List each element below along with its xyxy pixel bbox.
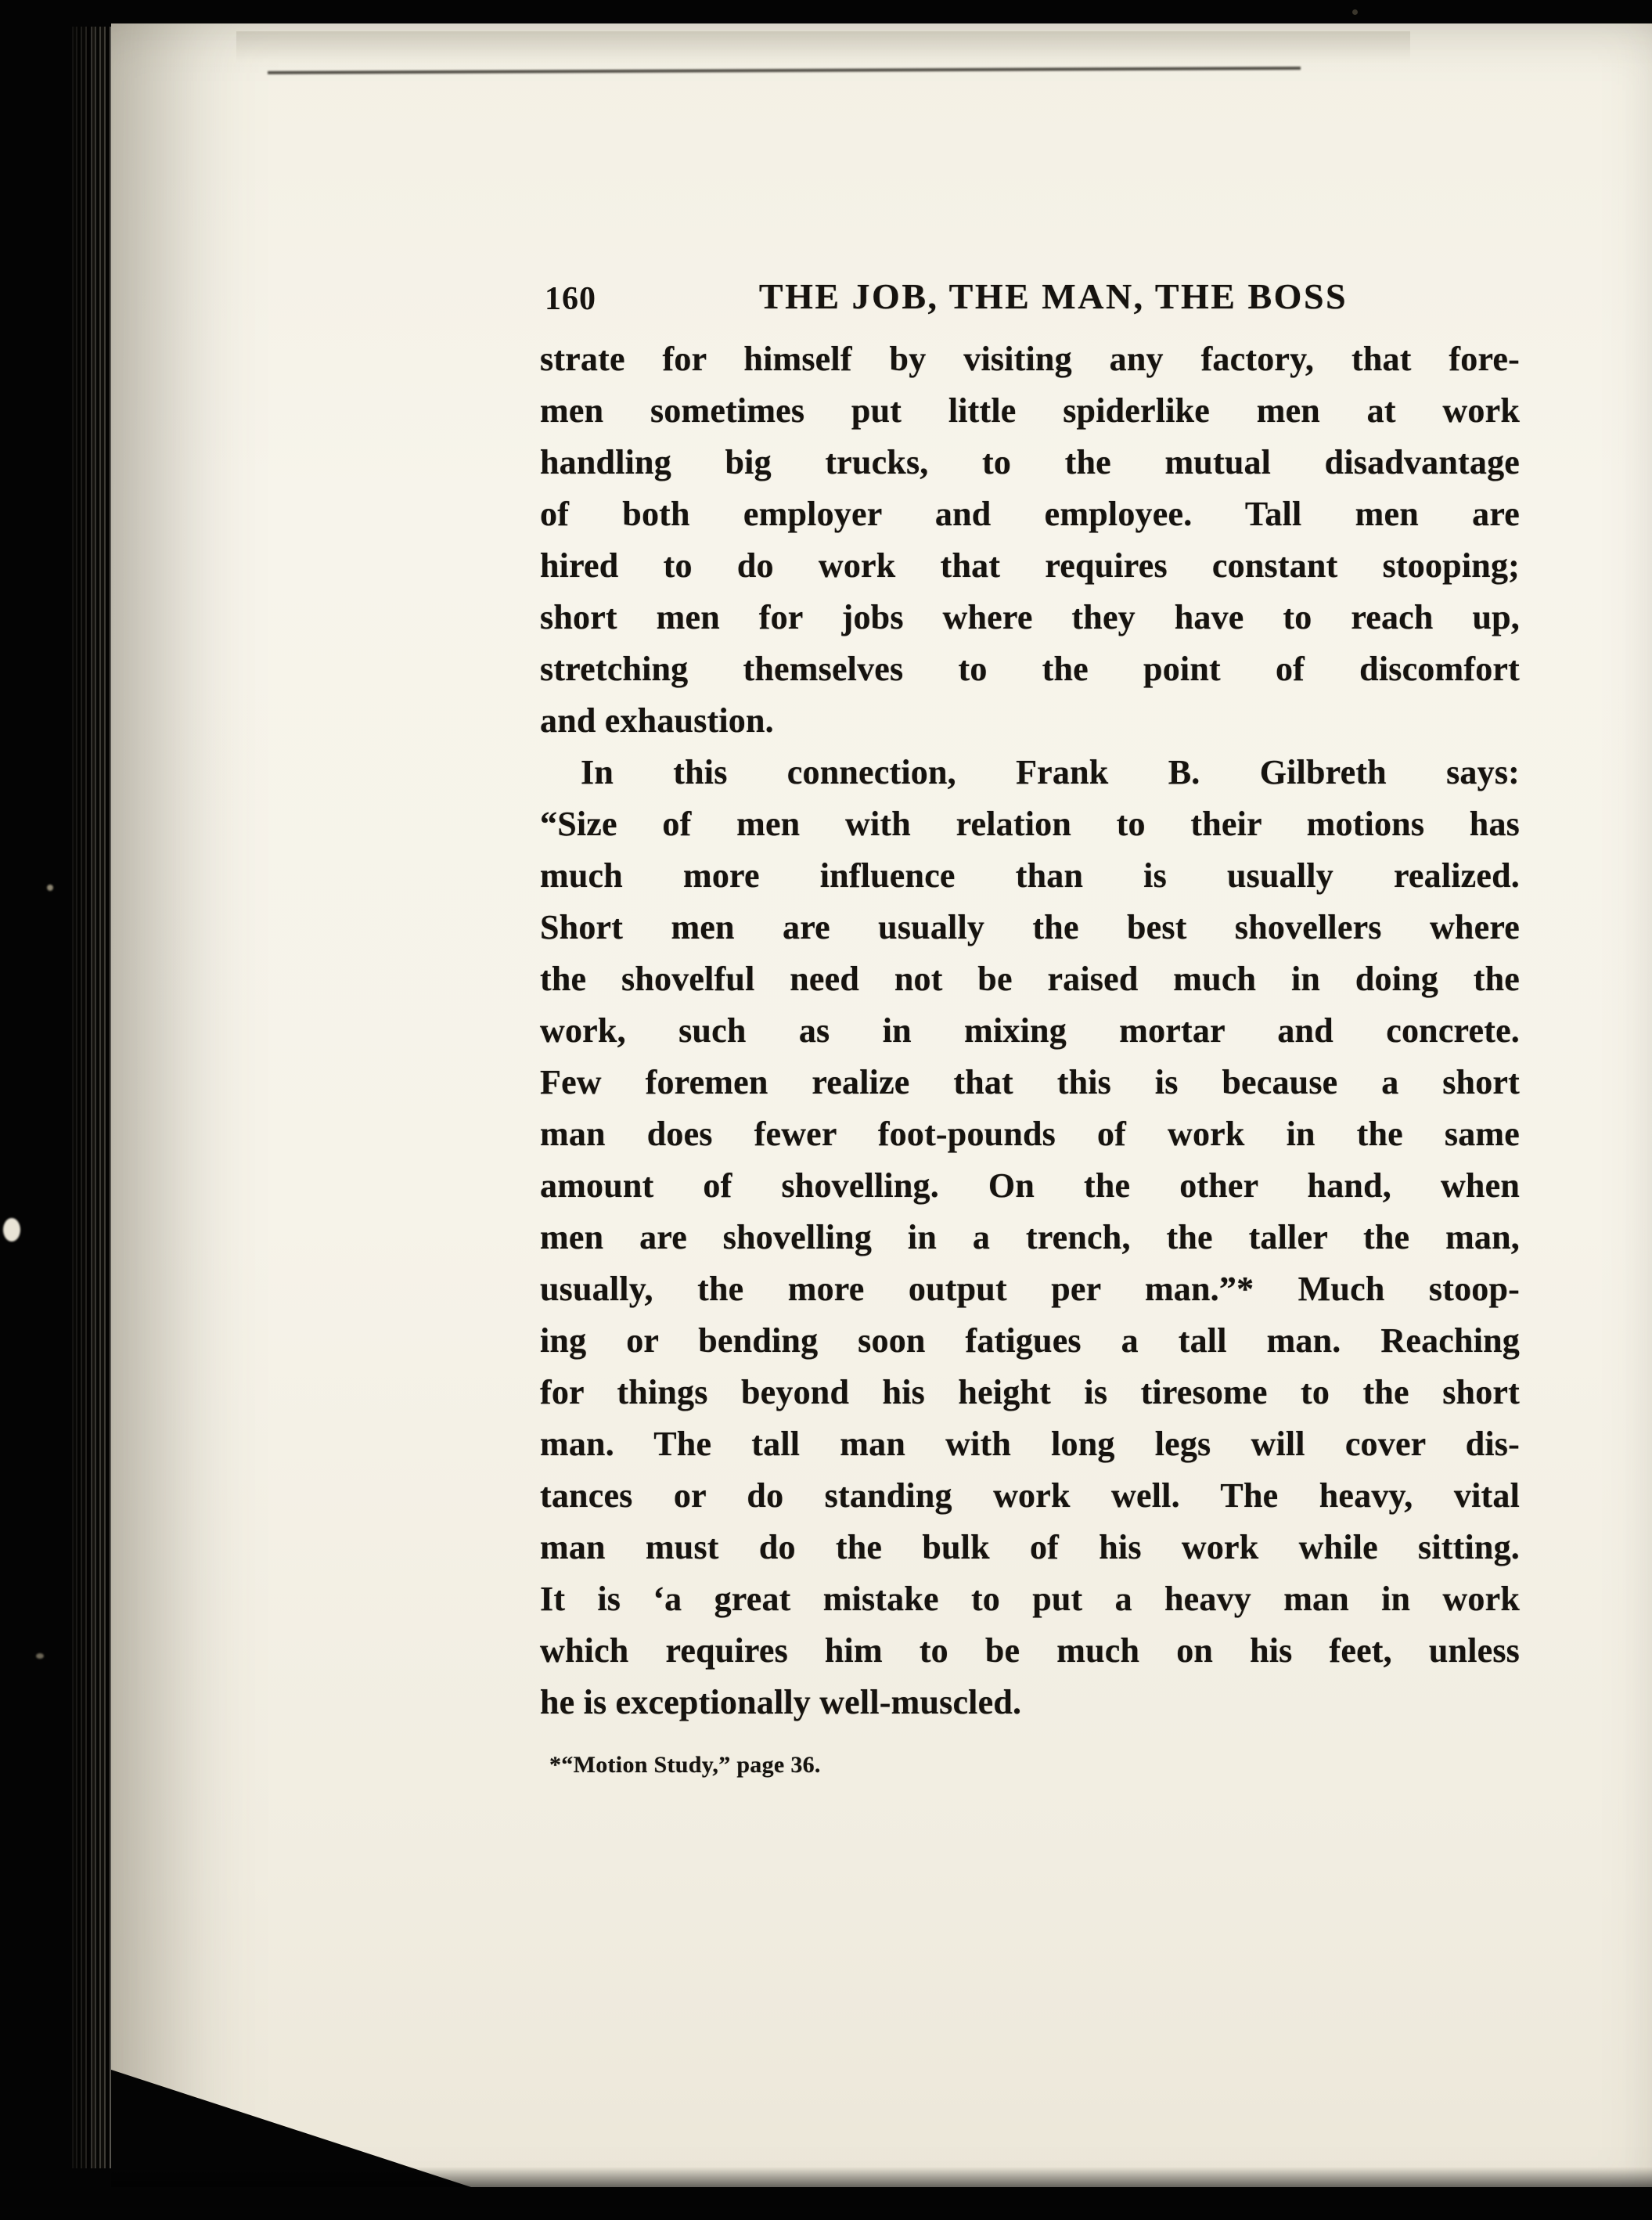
footnote: *“Motion Study,” page 36. [549, 1752, 821, 1778]
text-line: tances or do standing work well. The heavy, vital [540, 1476, 1520, 1515]
text-block [540, 276, 1520, 1779]
scan-speck [36, 1653, 44, 1659]
running-title: THE JOB, THE MAN, THE BOSS [758, 276, 1348, 316]
text-line: ing or bending soon fatigues a tall man. Reaching [540, 1321, 1520, 1360]
scan-speck [3, 1218, 20, 1242]
paragraph [540, 747, 1520, 1728]
text-line: short men for jobs where they have to reach up, [540, 598, 1520, 636]
text-line: man. The tall man with long legs will cover dis- [540, 1425, 1520, 1463]
text-line: stretching themselves to the point of discomfort [540, 650, 1520, 688]
text-line: men sometimes put little spiderlike men at work [540, 391, 1520, 430]
scan-speck [47, 885, 53, 891]
text-line: It is ‘a great mistake to put a heavy man in work [540, 1580, 1520, 1618]
text-line: hired to do work that requires constant stooping; [540, 546, 1520, 585]
text-line: men are shovelling in a trench, the taller the man, [540, 1218, 1520, 1256]
text-line: amount of shovelling. On the other hand, when [540, 1166, 1520, 1205]
text-line: work, such as in mixing mortar and concrete. [540, 1011, 1520, 1050]
text-line: and exhaustion. [540, 701, 774, 740]
scanned-page [111, 23, 1652, 2187]
text-line: In this connection, Frank B. Gilbreth says: [581, 753, 1520, 791]
page-crease-line [268, 67, 1301, 74]
text-line: man does fewer foot-pounds of work in the same [540, 1115, 1520, 1153]
paragraph [540, 333, 1520, 747]
text-line: Few foremen realize that this is because a short [540, 1063, 1520, 1101]
text-line: which requires him to be much on his feet, unless [540, 1631, 1520, 1670]
text-line: man must do the bulk of his work while sitting. [540, 1528, 1520, 1566]
scan-speck [1352, 9, 1358, 15]
page-top-shadow [236, 31, 1410, 63]
page-number: 160 [545, 281, 596, 317]
text-line: “Size of men with relation to their motions has [540, 805, 1520, 843]
text-line: much more influence than is usually realized. [540, 856, 1520, 895]
body-text [540, 333, 1520, 1728]
page-header [540, 276, 1520, 321]
page-bottom-shadow [111, 2167, 1652, 2187]
text-line: for things beyond his height is tiresome to the short [540, 1373, 1520, 1411]
text-line: handling big trucks, to the mutual disadvantage [540, 443, 1520, 481]
text-line: the shovelful need not be raised much in doing the [540, 960, 1520, 998]
text-line: he is exceptionally well-muscled. [540, 1683, 1022, 1721]
text-line: of both employer and employee. Tall men are [540, 495, 1520, 533]
text-line: Short men are usually the best shovellers where [540, 908, 1520, 946]
text-line: usually, the more output per man.”* Much stoop- [540, 1270, 1520, 1308]
text-line: strate for himself by visiting any factory, that fore- [540, 340, 1520, 378]
